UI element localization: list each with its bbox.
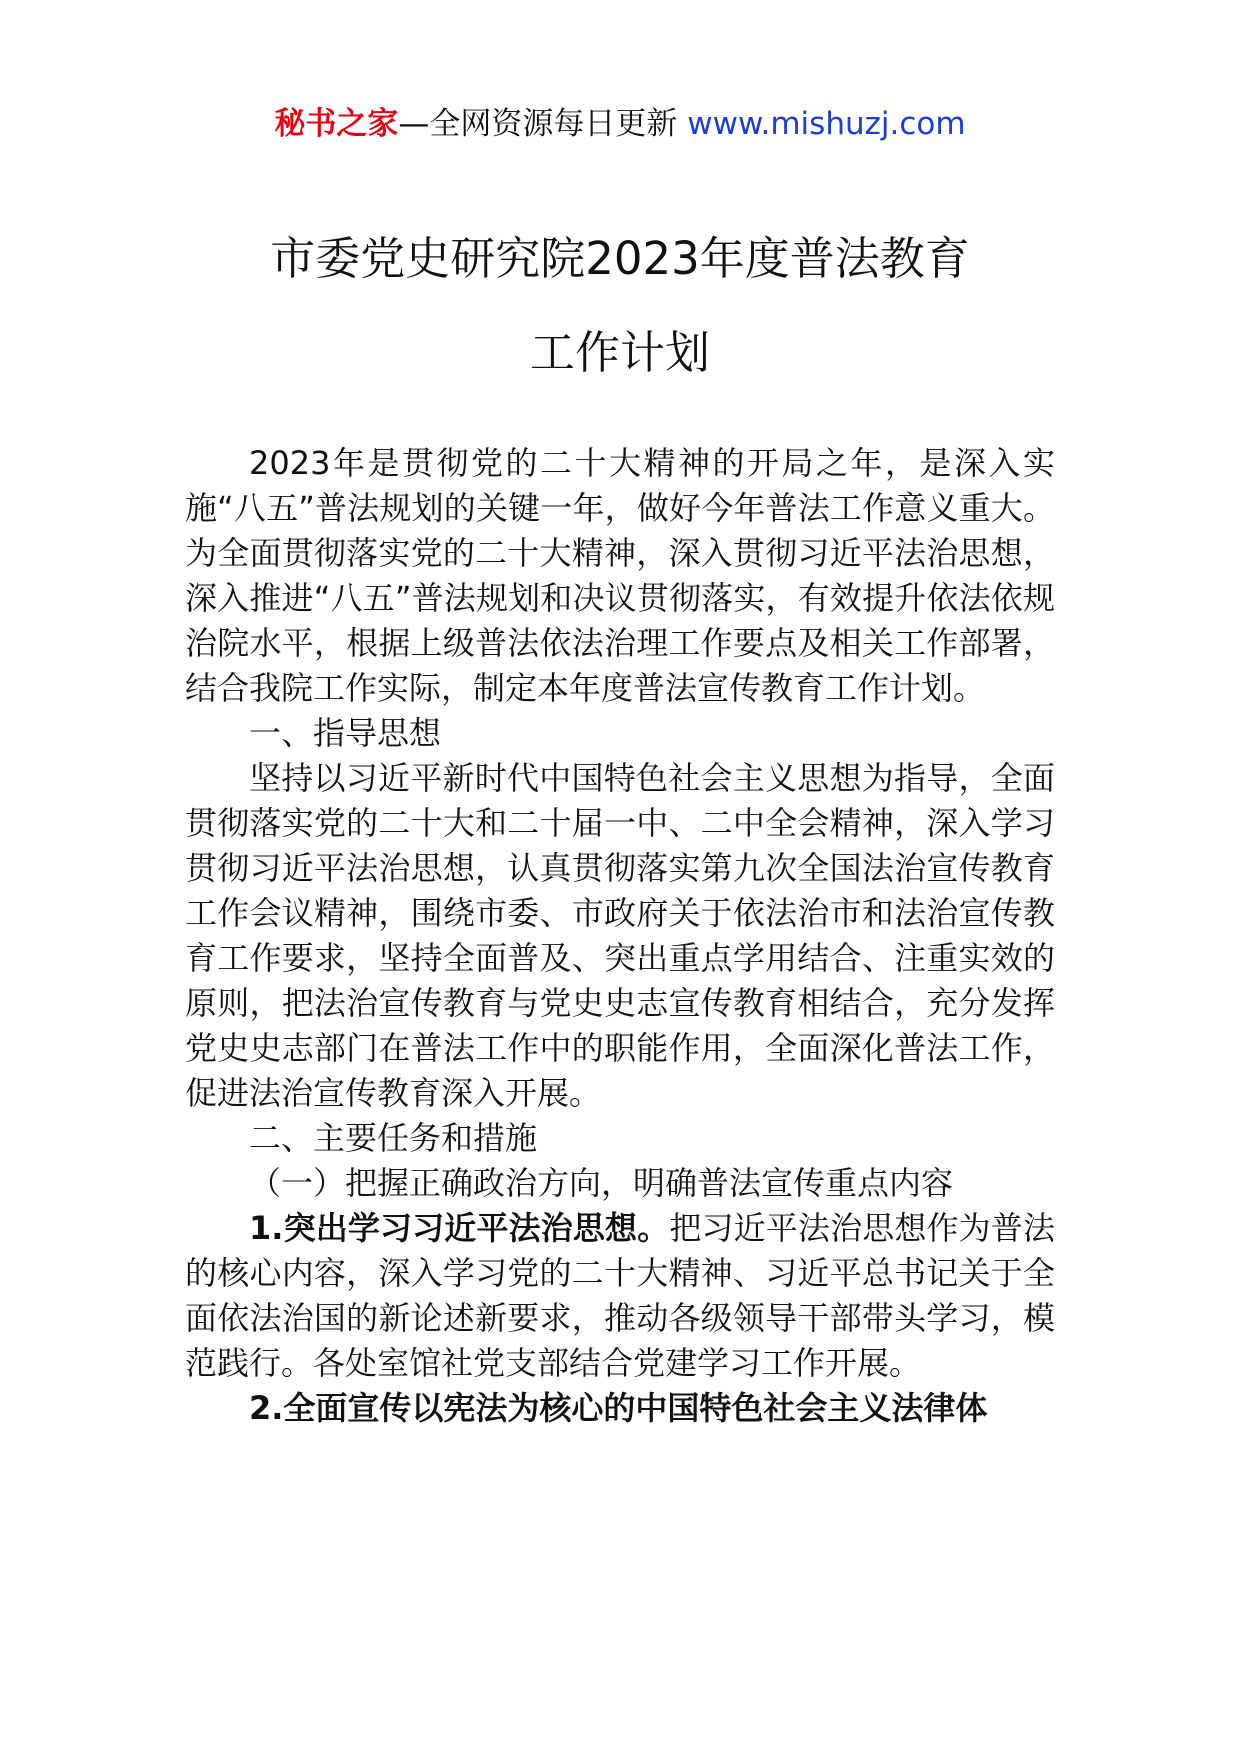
item-1-text: 把习近平法治思想作为普法的核心内容，深入学习党的二十大精神、习近平总书记关于全面依法治国的新论述新要求，推动各级领导干部带头学习，模范践行。各处室馆社党支部结合党建学习工作开展。 <box>185 1209 1055 1382</box>
document-body <box>185 441 1055 1431</box>
document-title-line-1: 市委党史研究院2023年度普法教育 <box>270 232 970 285</box>
brand-name[interactable]: 秘书之家 <box>274 106 399 142</box>
header-slogan: —全网资源每日更新 <box>398 106 678 142</box>
intro-paragraph: 2023年是贯彻党的二十大精神的开局之年，是深入实施“八五”普法规划的关键一年，做好今年普法工作意义重大。为全面贯彻落实党的二十大精神，深入贯彻习近平法治思想，深入推进“八五”普法规划和决议贯彻落实，有效提升依法依规治院水平，根据上级普法依法治理工作要点及相关工作部署，结合我院工作实际，制定本年度普法宣传教育工作计划。 <box>185 444 1055 707</box>
subsection-heading-political-direction: （一）把握正确政治方向，明确普法宣传重点内容 <box>249 1164 954 1202</box>
guiding-thought-paragraph: 坚持以习近平新时代中国特色社会主义思想为指导，全面贯彻落实党的二十大和二十届一中、二中全会精神，深入学习贯彻习近平法治思想，认真贯彻落实第九次全国法治宣传教育工作会议精神，围绕市委、市政府关于依法治市和法治宣传教育工作要求，坚持全面普及、突出重点学用结合、注重实效的原则，把法治宣传教育与党史史志宣传教育相结合，充分发挥党史史志部门在普法工作中的职能作用，全面深化普法工作，促进法治宣传教育深入开展。 <box>185 759 1055 1112</box>
site-url-link[interactable]: www.mishuzj.com <box>687 106 966 142</box>
section-heading-main-tasks: 二、主要任务和措施 <box>249 1119 538 1157</box>
item-1-lead: 1.突出学习习近平法治思想。 <box>249 1209 670 1247</box>
site-header <box>0 100 1240 148</box>
document-title-line-2: 工作计划 <box>529 326 710 379</box>
item-2-lead: 2.全面宣传以宪法为核心的中国特色社会主义法律体 <box>249 1389 988 1427</box>
section-heading-guiding-thought: 一、指导思想 <box>249 714 442 752</box>
item-2-paragraph <box>185 1386 1055 1431</box>
item-1-paragraph <box>185 1206 1055 1386</box>
